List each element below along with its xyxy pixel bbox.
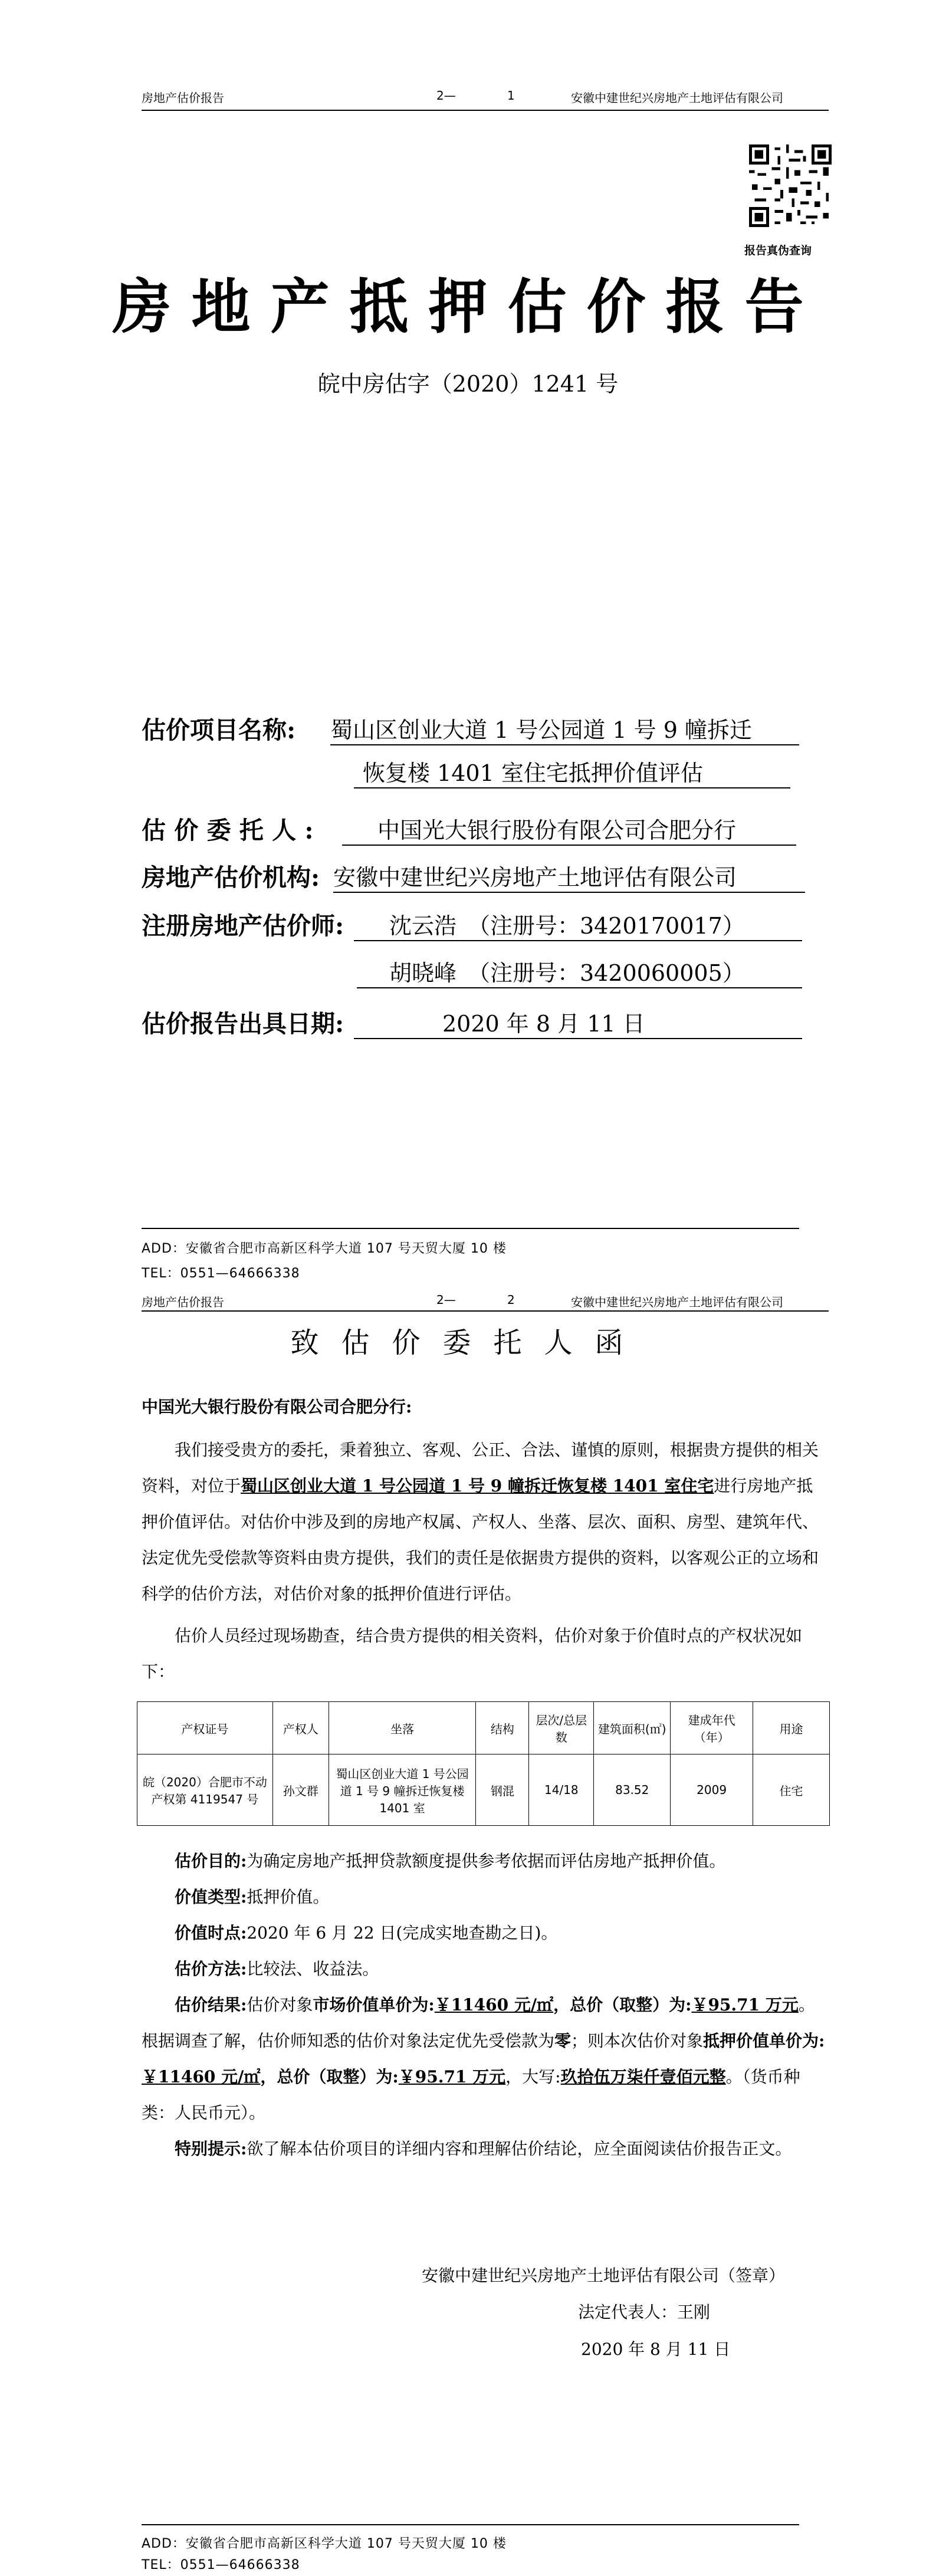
footer-address: ADD：安徽省合肥市高新区科学大道 107 号天贸大厦 10 楼 xyxy=(142,1241,507,1256)
footer-tel: TEL：0551—64666338 xyxy=(142,1266,300,1281)
market-unit-label: 市场价值单价为: xyxy=(313,1995,435,2015)
table-header-cell: 建筑面积(㎡) xyxy=(594,1702,671,1754)
paragraph-1 xyxy=(142,1432,829,1612)
result-text: ，大写: xyxy=(505,2067,561,2087)
tip-line xyxy=(142,2131,829,2167)
signature-date: 2020 年 8 月 11 日 xyxy=(581,2340,731,2359)
table-header-cell: 产权人 xyxy=(272,1702,329,1754)
footer-address: ADD：安徽省合肥市高新区科学大道 107 号天贸大厦 10 楼 xyxy=(142,2536,507,2551)
footer-rule xyxy=(142,2524,799,2525)
priority-amount: 零 xyxy=(554,2031,572,2051)
client-underline xyxy=(342,845,796,846)
header-rule xyxy=(142,110,829,111)
project-value-line1: 蜀山区创业大道 1 号公园道 1 号 9 幢拆迁 xyxy=(330,717,753,743)
appraiser-2-underline xyxy=(357,987,802,988)
header-left: 房地产估价报告 xyxy=(142,91,224,105)
tip-label: 特别提示: xyxy=(175,2139,247,2158)
type-label: 价值类型: xyxy=(175,1887,247,1907)
table-cell: 钢混 xyxy=(476,1754,529,1826)
header-page-a: 2— xyxy=(436,1293,456,1307)
appraiser-label: 注册房地产估价师: xyxy=(142,912,344,940)
qr-code-icon[interactable] xyxy=(749,144,832,227)
appraiser-1: 沈云浩 （注册号：3420170017） xyxy=(389,913,745,939)
addressee: 中国光大银行股份有限公司合肥分行: xyxy=(142,1397,412,1417)
method-label: 估价方法: xyxy=(175,1959,247,1979)
result-label: 估价结果: xyxy=(175,1995,247,2015)
table-header-cell: 层次/总层数 xyxy=(529,1702,594,1754)
report-title: 房地产抵押估价报告 xyxy=(112,272,824,341)
result-text: ；则本次估价对象 xyxy=(571,2031,704,2051)
project-value-line2: 恢复楼 1401 室住宅抵押价值评估 xyxy=(363,760,703,786)
result-text: 。（货币种类：人民币元）。 xyxy=(142,2067,800,2122)
p1-text-a: 我们接受贵方的委托，秉着独立、客观、公正、合法、谨慎的原则，根据贵方提供的相关资料，对位于 xyxy=(142,1440,819,1496)
legal-representative: 法定代表人：王刚 xyxy=(578,2302,711,2322)
table-cell: 皖（2020）合肥市不动产权第 4119547 号 xyxy=(137,1754,273,1826)
date-value: 2020 年 8 月 11 日 xyxy=(442,1011,645,1037)
table-header-cell: 结构 xyxy=(476,1702,529,1754)
result-paragraph xyxy=(142,1987,829,2131)
result-text: 估价对象 xyxy=(247,1995,313,2015)
result-text: 。根据调查了解，估价师知悉的估价对象法定优先受偿款为 xyxy=(142,1995,815,2051)
table-cell: 孙文群 xyxy=(272,1754,329,1826)
market-total-label: ，总价（取整）为: xyxy=(553,1995,692,2015)
date-underline xyxy=(354,1038,802,1039)
letter-body xyxy=(142,1389,829,1690)
table-cell: 14/18 xyxy=(529,1754,594,1826)
method-line xyxy=(142,1951,829,1987)
date-label: 估价报告出具日期: xyxy=(142,1010,344,1038)
header-rule xyxy=(142,1310,829,1312)
mortgage-total-label: ，总价（取整）为: xyxy=(260,2067,399,2087)
table-header-cell: 用途 xyxy=(753,1702,830,1754)
client-label: 估 价 委 托 人 : xyxy=(142,816,314,845)
footer-tel: TEL：0551—64666338 xyxy=(142,2558,300,2572)
mortgage-unit-price: ￥11460 元/㎡ xyxy=(142,2067,261,2087)
table-cell: 2009 xyxy=(671,1754,753,1826)
time-value: 2020 年 6 月 22 日(完成实地查勘之日)。 xyxy=(247,1923,558,1943)
project-label: 估价项目名称: xyxy=(142,716,296,744)
agency-label: 房地产估价机构: xyxy=(142,863,320,892)
header-right: 安徽中建世纪兴房地产土地评估有限公司 xyxy=(571,1295,783,1309)
purpose-value: 为确定房地产抵押贷款额度提供参考依据而评估房地产抵押价值。 xyxy=(247,1851,726,1871)
table-header-row xyxy=(137,1702,830,1754)
property-rights-table xyxy=(137,1701,830,1826)
mortgage-unit-label: 抵押价值单价为: xyxy=(703,2031,825,2051)
value-type-line xyxy=(142,1879,829,1915)
report-number: 皖中房估字（2020）1241 号 xyxy=(317,371,619,397)
client-value: 中国光大银行股份有限公司合肥分行 xyxy=(377,817,737,843)
appraiser-2: 胡晓峰 （注册号：3420060005） xyxy=(389,960,745,986)
amount-in-words: 玖拾伍万柒仟壹佰元整 xyxy=(560,2067,726,2087)
table-cell: 蜀山区创业大道 1 号公园道 1 号 9 幢拆迁恢复楼 1401 室 xyxy=(329,1754,476,1826)
agency-underline xyxy=(333,892,805,893)
table-header-cell: 坐落 xyxy=(329,1702,476,1754)
appraiser-1-underline xyxy=(354,940,802,941)
purpose-label: 估价目的: xyxy=(175,1851,247,1871)
tip-value: 欲了解本估价项目的详细内容和理解估价结论，应全面阅读估价报告正文。 xyxy=(247,2139,792,2158)
project-underline-2 xyxy=(354,787,790,788)
signature-company: 安徽中建世纪兴房地产土地评估有限公司（签章） xyxy=(422,2266,786,2285)
footer-rule xyxy=(142,1228,799,1229)
paragraph-2: 估价人员经过现场勘查，结合贵方提供的相关资料，估价对象于价值时点的产权状况如下： xyxy=(142,1626,803,1681)
table-cell: 住宅 xyxy=(753,1754,830,1826)
header-page-b: 2 xyxy=(507,1293,515,1307)
market-unit-price: ￥11460 元/㎡ xyxy=(434,1995,554,2015)
project-underline-1 xyxy=(330,744,799,745)
mortgage-total-price: ￥95.71 万元 xyxy=(398,2067,506,2087)
header-page-b: 1 xyxy=(507,88,515,103)
header-right: 安徽中建世纪兴房地产土地评估有限公司 xyxy=(571,91,783,105)
table-cell: 83.52 xyxy=(594,1754,671,1826)
header-page-a: 2— xyxy=(436,88,456,103)
type-value: 抵押价值。 xyxy=(247,1887,330,1907)
property-address: 蜀山区创业大道 1 号公园道 1 号 9 幢拆迁恢复楼 1401 室住宅 xyxy=(241,1476,714,1496)
agency-value: 安徽中建世纪兴房地产土地评估有限公司 xyxy=(333,865,737,891)
letter-conclusions xyxy=(142,1843,829,2167)
qr-label: 报告真伪查询 xyxy=(744,244,812,257)
letter-title: 致估价委托人函 xyxy=(290,1326,646,1359)
market-total-price: ￥95.71 万元 xyxy=(691,1995,799,2015)
table-row xyxy=(137,1754,830,1826)
value-time-line xyxy=(142,1915,829,1951)
method-value: 比较法、收益法。 xyxy=(247,1959,379,1979)
p1-text-c: 进行房地产抵押价值评估。对估价中涉及到的房地产权属、产权人、坐落、层次、面积、房型、建筑年代、法定优先受偿款等资料由贵方提供，我们的责任是依据贵方提供的资料，以客观公正的立场和科学的估价方法，对估价对象的抵押价值进行评估。 xyxy=(142,1476,819,1604)
header-left: 房地产估价报告 xyxy=(142,1295,224,1309)
time-label: 价值时点: xyxy=(175,1923,247,1943)
purpose-line xyxy=(142,1843,829,1879)
table-header-cell: 产权证号 xyxy=(137,1702,273,1754)
table-header-cell: 建成年代（年） xyxy=(671,1702,753,1754)
